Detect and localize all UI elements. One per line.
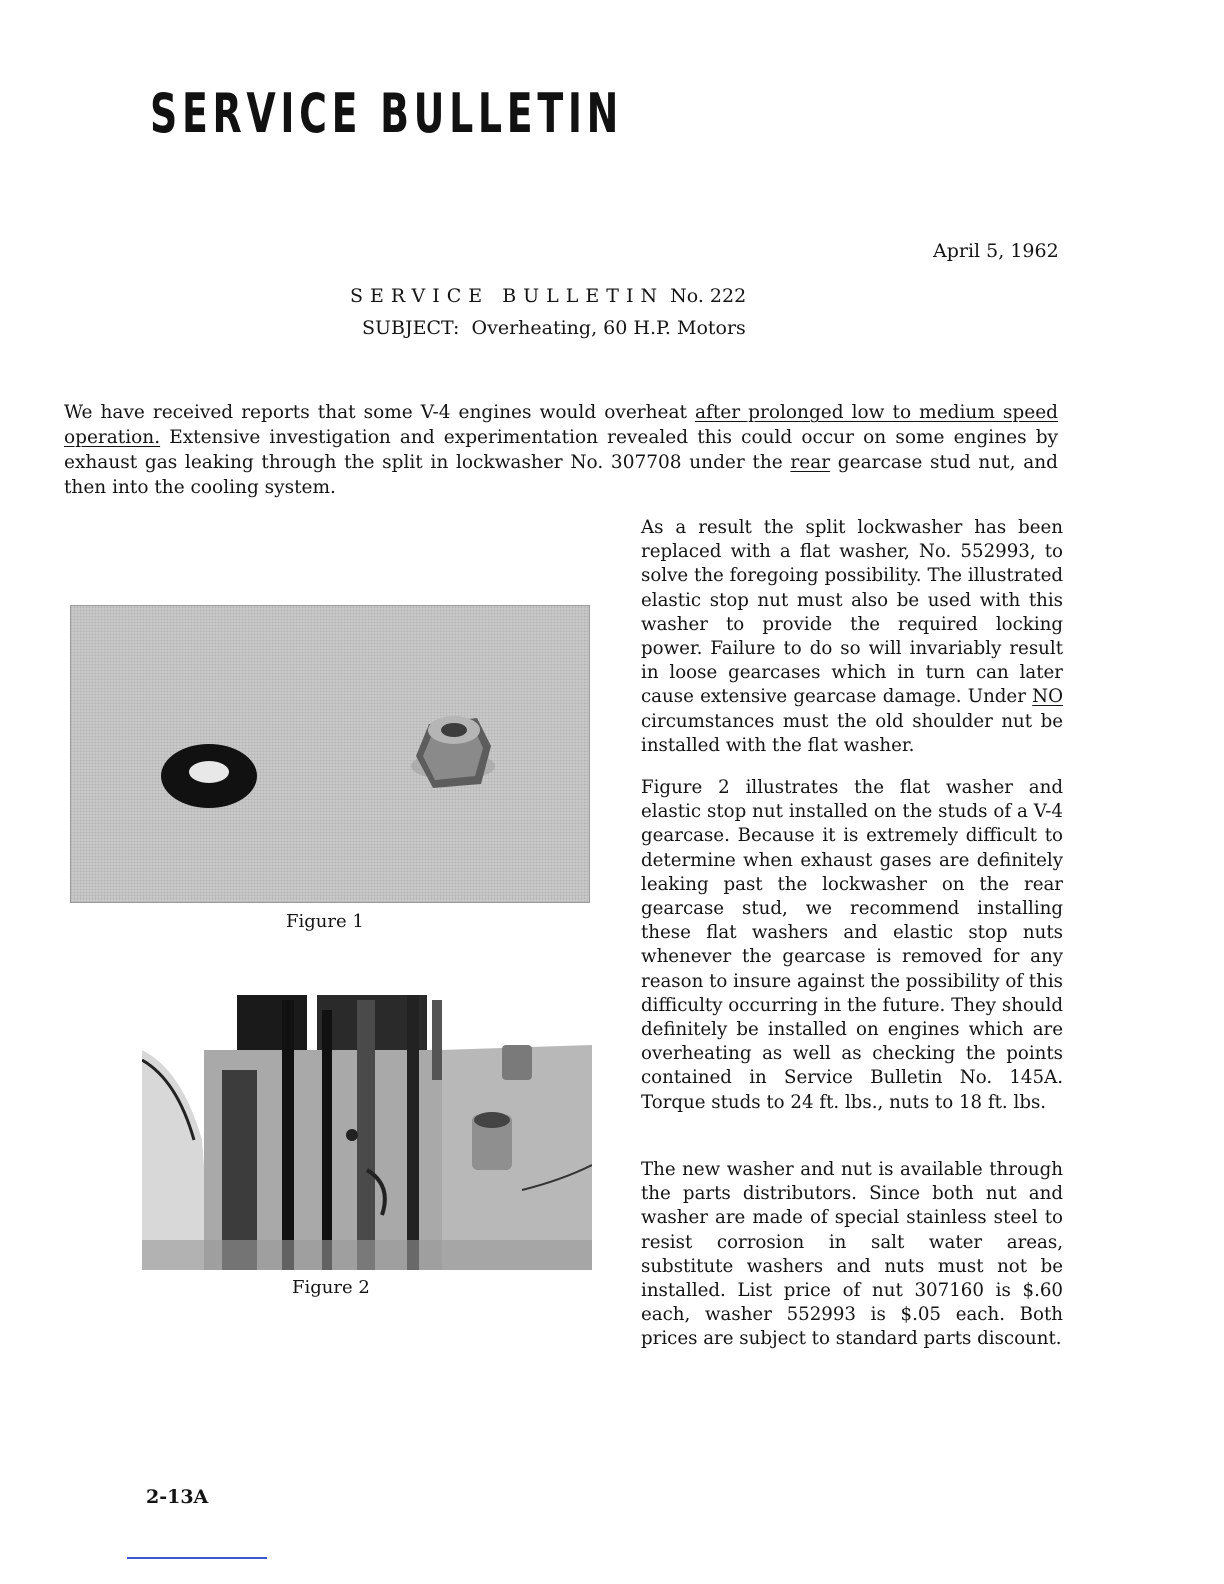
p1-underline-no: NO xyxy=(1032,686,1063,708)
intro-underline-speed: after prolonged low to medium speed operation. xyxy=(64,402,1058,448)
nut-1 xyxy=(502,1045,532,1080)
figure-1-photo xyxy=(70,605,590,903)
page-number: 2-13A xyxy=(146,1486,209,1508)
intro-text: Extensive investigation and experimentation revealed this could occur on some engines by exhaust gas leaking through the split in lockwasher No. 307708 under the xyxy=(64,427,1058,473)
bottom-rule xyxy=(127,1557,267,1559)
figure-2-photo xyxy=(142,990,592,1270)
p1-text: circumstances must the old shoulder nut be installed with the flat washer. xyxy=(641,710,1063,756)
stud-4 xyxy=(357,1000,375,1270)
stud-3 xyxy=(322,1010,332,1270)
subject-label: SUBJECT: xyxy=(362,317,460,339)
intro-paragraph xyxy=(64,400,1058,500)
bulletin-number-line xyxy=(350,285,746,307)
gearcase-block xyxy=(237,995,307,1055)
washer-hole xyxy=(189,761,229,783)
subject-line xyxy=(362,317,746,339)
subject-text: Overheating, 60 H.P. Motors xyxy=(471,317,746,339)
body-paragraph-2: Figure 2 illustrates the flat washer and elastic stop nut installed on the studs of a V-4 gearcase. Because it is extremely difficult to determine when exhaust gases are definitely leaking past the lockwasher on the rear gearcase stud, we recommend installing these flat washers and elastic stop nuts whenever the gearcase is removed for any reason to insure against the possibility of this difficulty occurring in the future. They should definitely be installed on engines which are overheating as well as checking the points contained in Service Bulletin No. 145A. Torque studs to 24 ft. lbs., nuts to 18 ft. lbs. xyxy=(641,777,1063,1113)
body-paragraph-3: The new washer and nut is available through the parts distributors. Since both nut and washer are made of special stainless steel to resist corrosion in salt water areas, substitute washers and nuts must not be installed. List price of nut 307160 is $.60 each, washer 552993 is $.05 each. Both prices are subject to standard parts discount. xyxy=(641,1159,1063,1350)
washer-and-nut-illustration xyxy=(71,606,589,902)
p1-text: As a result the split lockwasher has been replaced with a flat washer, No. 552993, to solve the foregoing possibility. The illustrated elastic stop nut must also be used with this washer to provide the required locking power. Failure to do so will invariably result in loose gearcases which in turn can later cause extensive gearcase damage. Under xyxy=(641,517,1063,708)
intro-text: gearcase stud nut, and then into the cooling system. xyxy=(64,452,1058,498)
body-paragraph-1 xyxy=(641,516,1063,758)
masthead-title: SERVICE BULLETIN xyxy=(150,82,624,145)
intro-underline-rear: rear xyxy=(790,452,831,473)
figure-2-caption: Figure 2 xyxy=(292,1277,370,1298)
stud-5 xyxy=(407,995,419,1270)
intro-text: We have received reports that some V-4 engines would overheat xyxy=(64,402,695,423)
bulletin-number: No. 222 xyxy=(670,285,747,307)
figure-1-caption: Figure 1 xyxy=(286,911,364,932)
gearcase-illustration xyxy=(142,990,592,1270)
stud-2 xyxy=(282,1000,294,1270)
bulletin-label: SERVICE BULLETIN xyxy=(350,285,665,307)
bulletin-date: April 5, 1962 xyxy=(933,240,1059,262)
